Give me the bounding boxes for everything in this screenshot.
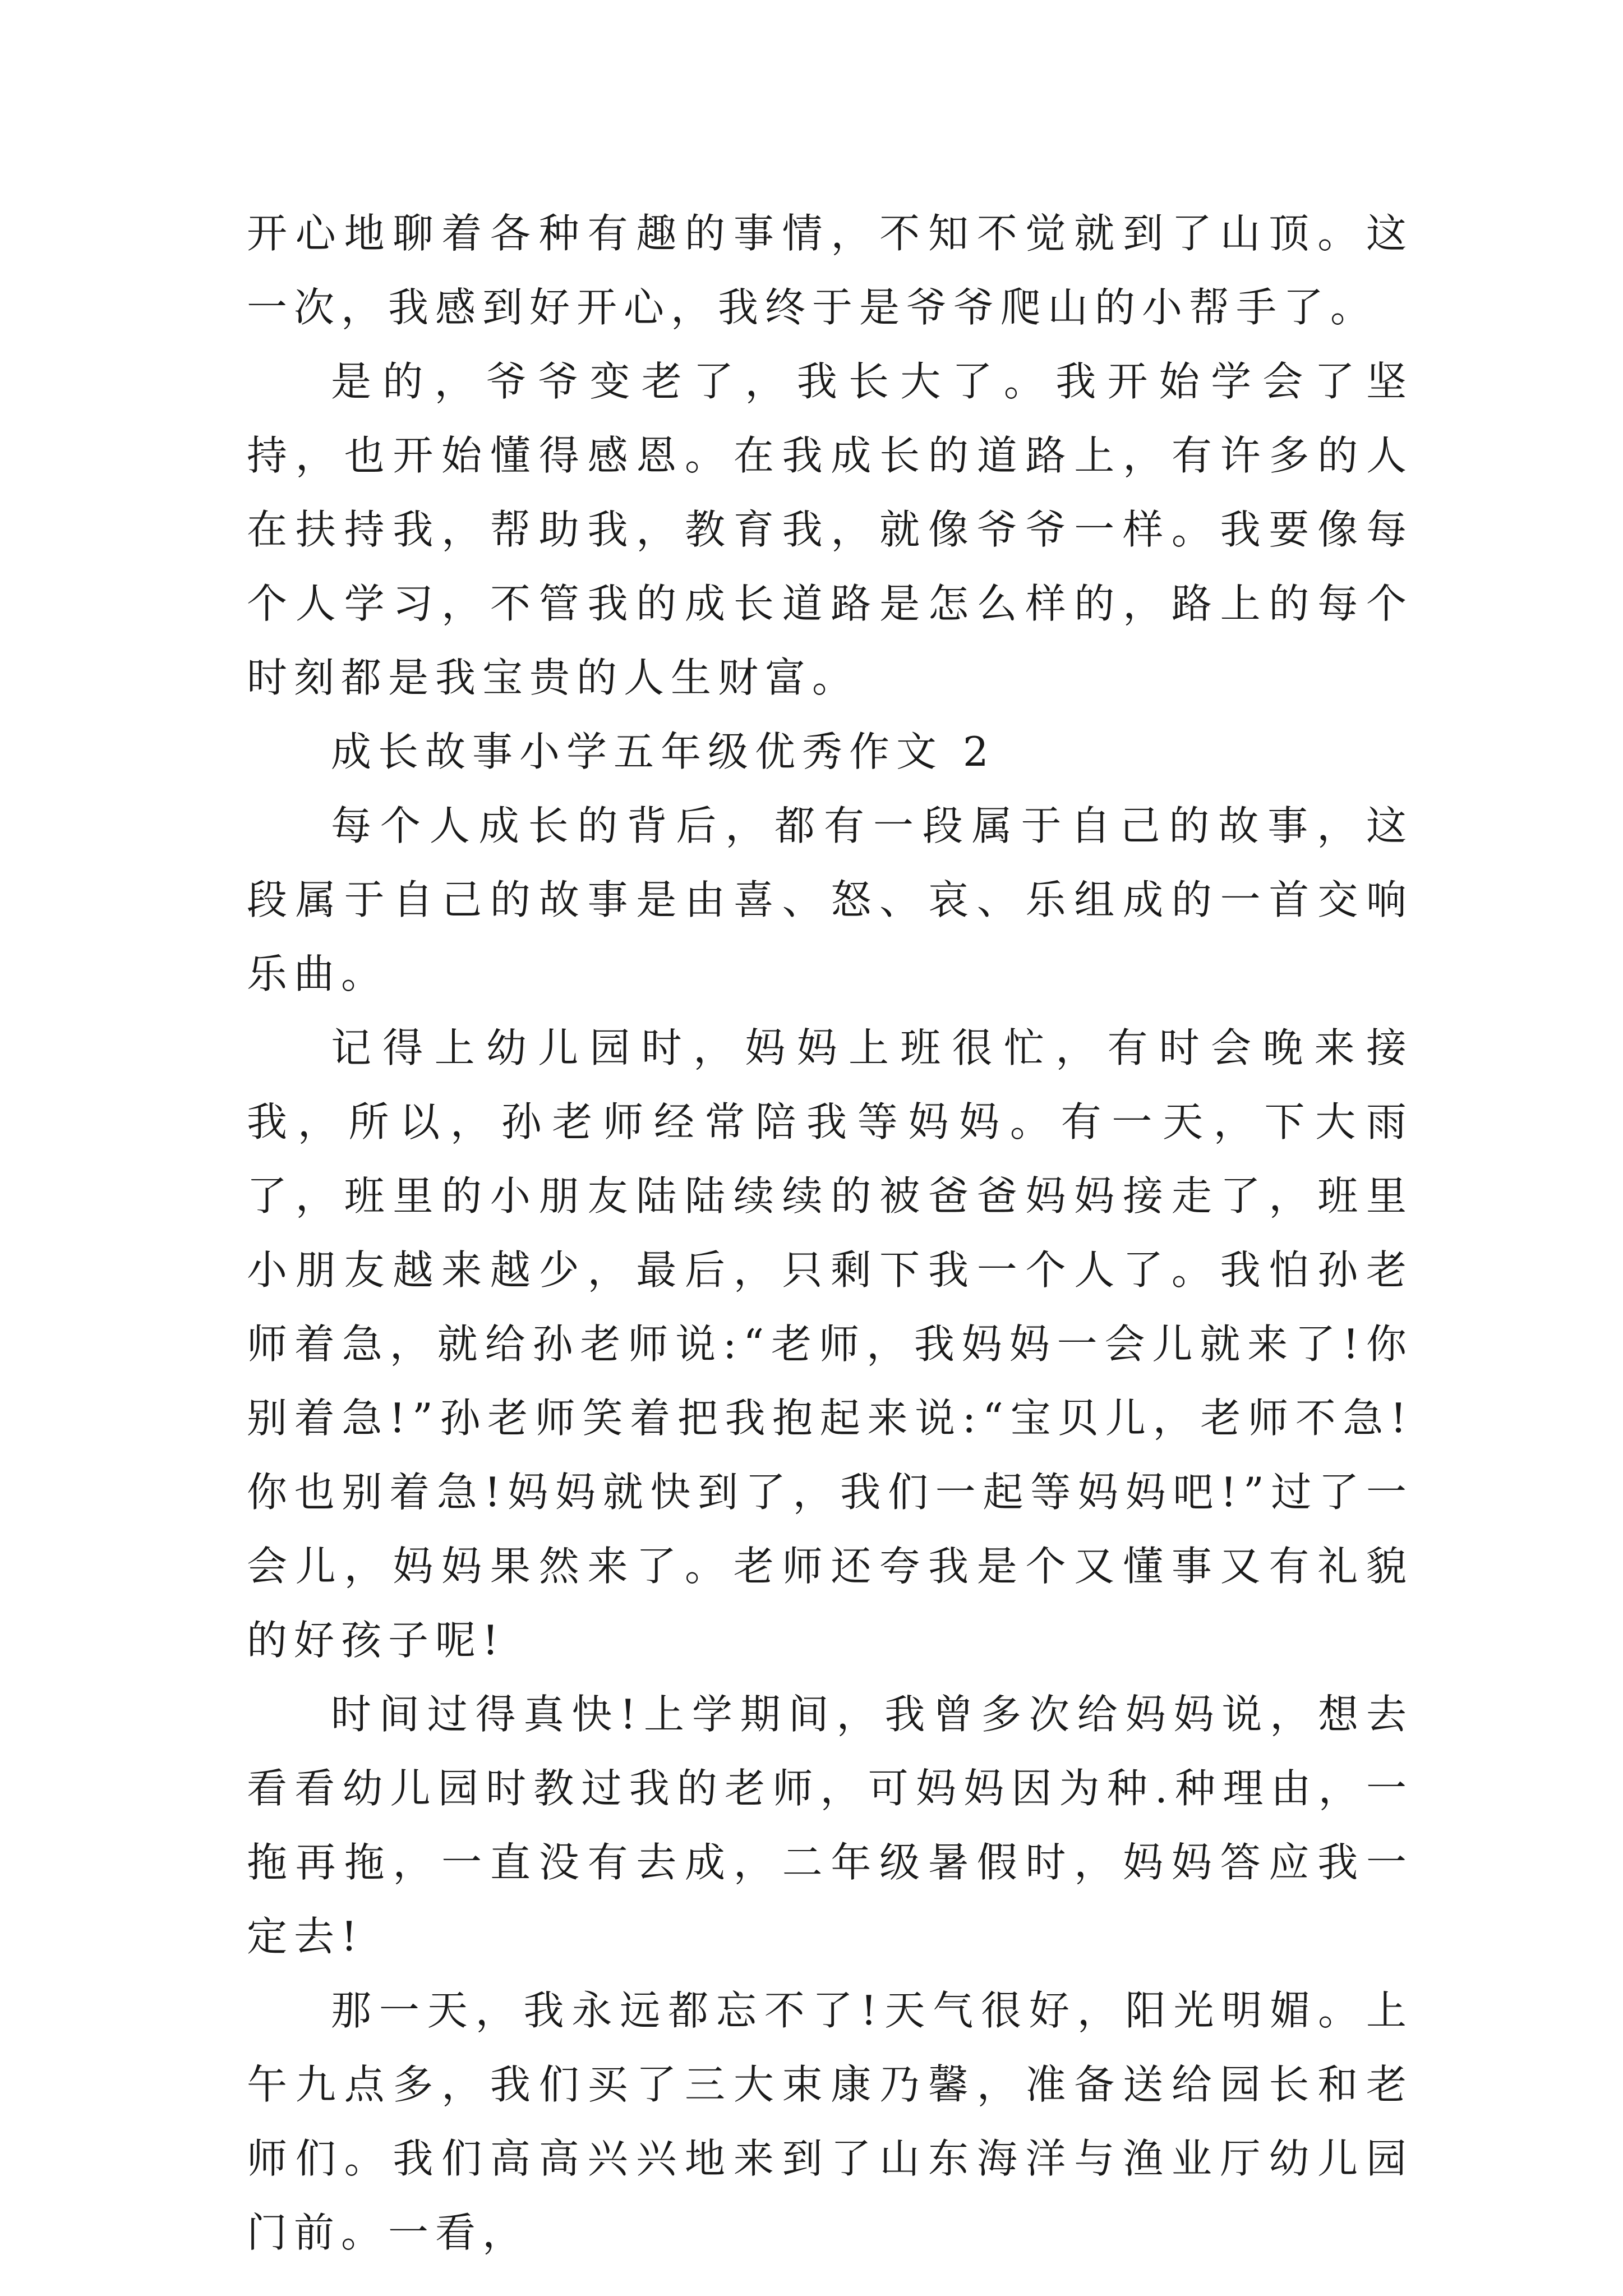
paragraph-2: 是的，爷爷变老了，我长大了。我开始学会了坚持，也开始懂得感恩。在我成长的道路上，有许多的人在扶持我，帮助我，教育我，就像爷爷一样。我要像每个人学习，不管我的成长道路是怎么样的，路上的每个时刻都是我宝贵的人生财富。	[247, 358, 1413, 701]
paragraph-4: 记得上幼儿园时，妈妈上班很忙，有时会晚来接我，所以，孙老师经常陪我等妈妈。有一天，下大雨了，班里的小朋友陆陆续续的被爸爸妈妈接走了，班里小朋友越来越少，最后，只剩下我一个人了。我怕孙老师着急，就给孙老师说:“老师，我妈妈一会儿就来了!你别着急!”孙老师笑着把我抱起来说:“宝贝儿，老师不急!你也别着急!妈妈就快到了，我们一起等妈妈吧!”过了一会儿，妈妈果然来了。老师还夸我是个又懂事又有礼貌的好孩子呢!	[247, 1024, 1413, 1664]
section-heading: 成长故事小学五年级优秀作文 2	[331, 728, 995, 775]
paragraph-3: 每个人成长的背后，都有一段属于自己的故事，这段属于自己的故事是由喜、怒、哀、乐组成的一首交响乐曲。	[247, 802, 1413, 997]
paragraph-5: 时间过得真快!上学期间，我曾多次给妈妈说，想去看看幼儿园时教过我的老师，可妈妈因为种.种理由，一拖再拖，一直没有去成，二年级暑假时，妈妈答应我一定去!	[247, 1691, 1413, 1960]
document-page	[247, 196, 1413, 2270]
paragraph-1: 开心地聊着各种有趣的事情，不知不觉就到了山顶。这一次，我感到好开心，我终于是爷爷爬山的小帮手了。	[247, 210, 1413, 331]
paragraph-6: 那一天，我永远都忘不了!天气很好，阳光明媚。上午九点多，我们买了三大束康乃馨，准备送给园长和老师们。我们高高兴兴地来到了山东海洋与渔业厅幼儿园门前。一看，	[247, 1987, 1413, 2256]
